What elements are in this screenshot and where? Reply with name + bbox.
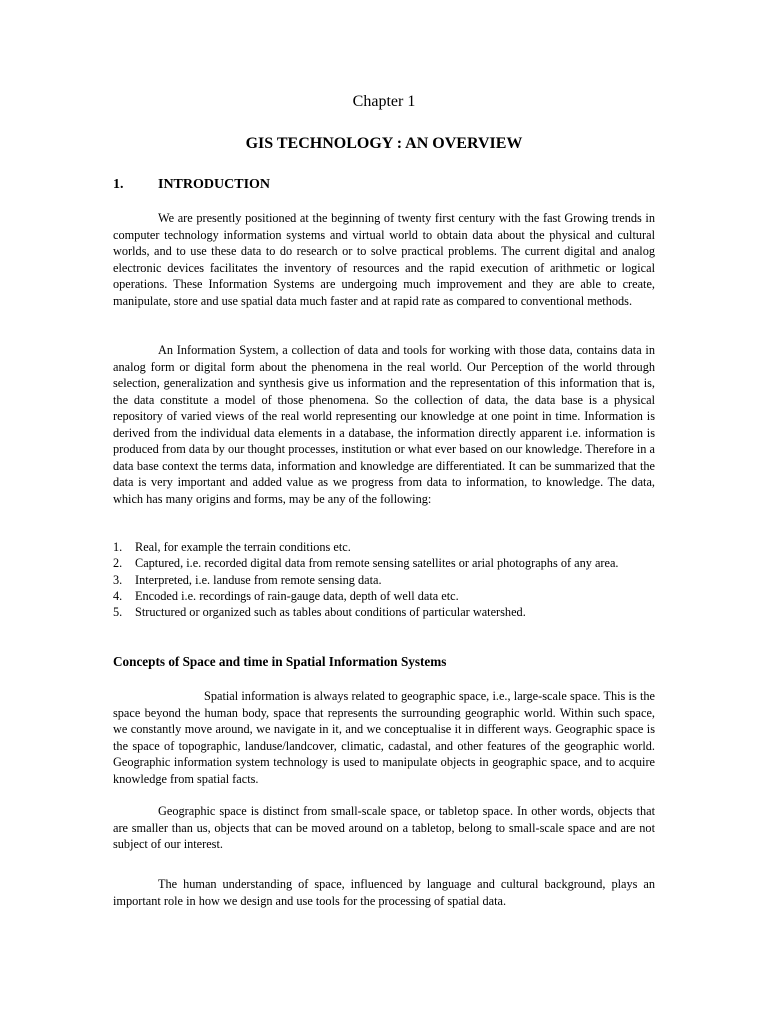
list-item [113, 588, 655, 604]
list-item [113, 572, 655, 588]
chapter-title: GIS TECHNOLOGY : AN OVERVIEW [245, 135, 523, 152]
list-item-text: Captured, i.e. recorded digital data from remote sensing satellites or arial photographs of any area. [135, 556, 619, 571]
list-item-text: Interpreted, i.e. landuse from remote sensing data. [135, 572, 382, 587]
list-item-number: 3. [113, 572, 123, 587]
paragraph-intro-1: We are presently positioned at the beginning of twenty first century with the fast Growing trends in computer technology information systems and virtual world to obtain data about the physical and cultural worlds, and to use these data to do research or to solve practical problems. The current digital and analog electronic devices facilitates the inventory of resources and the rapid execution of arithmetic or logical operations. These Information Systems are undergoing much improvement and they are able to create, manipulate, store and use spatial data much faster and at rapid rate as compared to conventional methods. [113, 211, 655, 308]
list-item-text: Structured or organized such as tables about conditions of particular watershed. [135, 605, 526, 620]
list-item-text: Real, for example the terrain conditions etc. [135, 540, 351, 554]
list-item [113, 604, 655, 620]
list-item-text: Encoded i.e. recordings of rain-gauge data, depth of well data etc. [135, 588, 459, 603]
list-item [113, 539, 655, 555]
chapter-label: Chapter 1 [352, 93, 416, 110]
list-item-number: 2. [113, 556, 123, 571]
paragraph-space-3: The human understanding of space, influenced by language and cultural background, plays an important role in how we design and use tools for the processing of spatial data. [113, 877, 655, 908]
paragraph-space-2: Geographic space is distinct from small-scale space, or tabletop space. In other words, objects that are smaller than us, objects that can be moved around on a tabletop, belong to small-scale space and are not subject of our interest. [113, 804, 655, 851]
data-types-list [113, 539, 655, 620]
list-item-number: 4. [113, 588, 123, 603]
paragraph-intro-2: An Information System, a collection of data and tools for working with those data, contains data in analog form or digital form about the phenomena in the real world. Our Perception of the world through selection, generalization and synthesis give us information and the representation of this information that is, the data constitute a model of those phenomena. So the collection of data, the data base is a physical repository of varied views of the real world representing our knowledge at one point in time. Information is derived from the individual data elements in a database, the information directly apparent i.e. information is produced from data by our thought processes, institution or what ever based on our knowledge. Therefore in a data base context the terms data, information and knowledge are differentiated. It can be summarized that the data is very important and added value as we progress from data to information, to knowledge. The data, which has many origins and forms, may be any of the following: [113, 343, 655, 506]
paragraph-space-1: Spatial information is always related to geographic space, i.e., large-scale space. This is the space beyond the human body, space that represents the surrounding geographic world. Within such space, we constantly move around, we navigate in it, and we conceptualise it in different ways. Geographic space is the space of topographic, landuse/landcover, climatic, cadastal, and other features of the geographic world. Geographic information system technology is used to manipulate objects in geographic space, and to acquire knowledge from spatial facts. [113, 689, 655, 786]
section-number: 1. [113, 177, 124, 192]
list-item-number: 1. [113, 540, 123, 554]
list-item [113, 555, 655, 571]
subsection-heading: Concepts of Space and time in Spatial Information Systems [113, 654, 447, 669]
section-heading [113, 177, 270, 193]
section-title: INTRODUCTION [158, 177, 271, 192]
list-item-number: 5. [113, 605, 123, 620]
